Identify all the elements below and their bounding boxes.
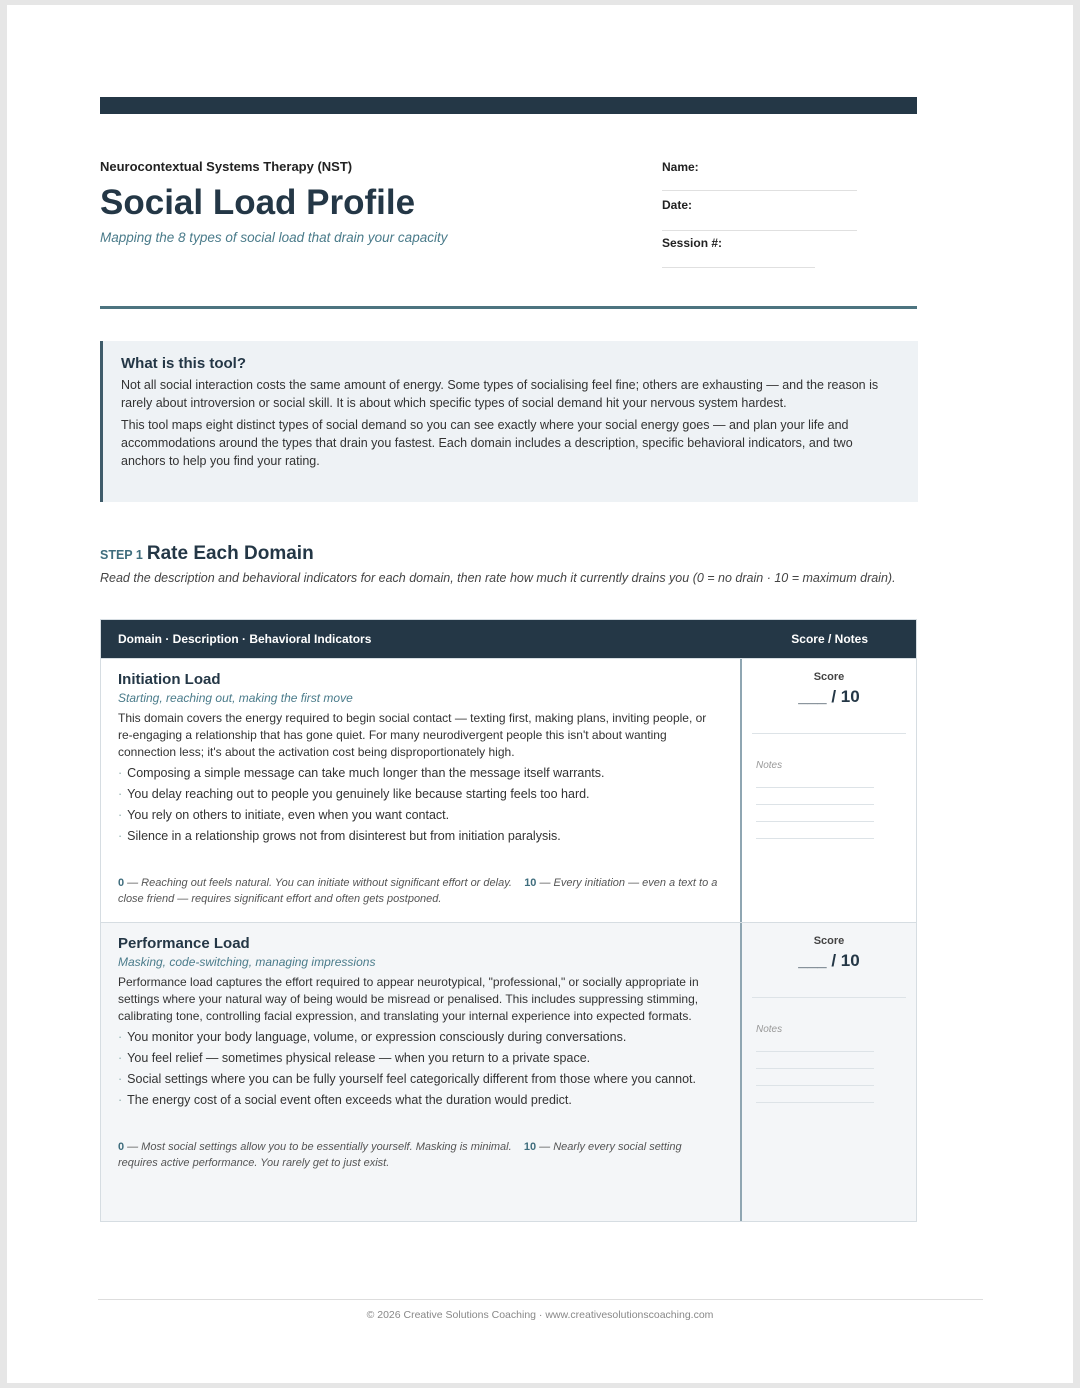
- indicator: · Silence in a relationship grows not from disinterest but from initiation paralysis.: [118, 829, 561, 843]
- indicator: · You delay reaching out to people you genuinely like because starting feels too hard.: [118, 787, 590, 801]
- page-title: Social Load Profile: [100, 183, 416, 222]
- domain-description: This domain covers the energy required to begin social contact — texting first, making plans, inviting people, or re-engaging a relationship that has gone quiet. For many neurodivergent people this isn't about wanting connection less; it's about the activation cost being disproportionately high.: [118, 711, 707, 759]
- top-bar: [100, 97, 917, 114]
- notes-line[interactable]: [756, 1102, 874, 1103]
- bullet-icon: ·: [118, 1093, 123, 1107]
- bullet-icon: ·: [118, 1072, 123, 1086]
- indicator: · You monitor your body language, volume, or expression consciously during conversations.: [118, 1030, 627, 1044]
- name-label: Name:: [662, 160, 699, 174]
- info-paragraph: Not all social interaction costs the same amount of energy. Some types of socialising feel fine; others are exhausting — and the reason is rarely about introversion or social skill. It is about which specific types of social demand hit your nervous system hardest.: [121, 378, 879, 410]
- indicator: · You feel relief — sometimes physical release — when you return to a private space.: [118, 1051, 591, 1065]
- notes-line[interactable]: [756, 1068, 874, 1069]
- bullet-icon: ·: [118, 829, 123, 843]
- domain-description: Performance load captures the effort required to appear neurotypical, "professional," or socially appropriate in settings where your natural way of being would be misread or penalised. This includes suppressing stimming, calibrating tone, controlling facial expression, and translating your internal experience into expected formats.: [118, 975, 699, 1023]
- indicator: · Social settings where you can be fully yourself feel categorically different from those where you cannot.: [118, 1072, 696, 1086]
- footer: © 2026 Creative Solutions Coaching · www.creativesolutionscoaching.com: [366, 1309, 714, 1321]
- domain-cell: [101, 923, 742, 1221]
- name-field[interactable]: [662, 190, 857, 191]
- score-label: Score: [813, 935, 845, 947]
- divider: [100, 306, 917, 309]
- bullet-icon: ·: [118, 808, 123, 822]
- anchors: 0 — Reaching out feels natural. You can initiate without significant effort or delay. 10 — Every initiation — even a text to a close friend — requires significant effort and often gets postponed.: [118, 877, 718, 905]
- notes-label: Notes: [756, 760, 783, 771]
- anchors: 0 — Most social settings allow you to be essentially yourself. Masking is minimal. 10 — Nearly every social setting requires active performance. You rarely get to just exist.: [118, 1141, 682, 1169]
- session-label: Session #:: [662, 236, 723, 250]
- info-paragraph: This tool maps eight distinct types of social demand so you can see exactly where your social energy goes — and plan your life and accommodations around the types that drain you fastest. Each domain includes a description, specific behavioral indicators, and two anchors to help you find your rating.: [121, 418, 853, 468]
- date-label: Date:: [662, 198, 693, 212]
- domain-name: Initiation Load: [118, 671, 221, 688]
- domain-cell: [101, 659, 742, 922]
- domain-name: Performance Load: [118, 935, 250, 952]
- notes-line[interactable]: [756, 838, 874, 839]
- notes-line[interactable]: [756, 804, 874, 805]
- score-label: Score: [813, 671, 845, 683]
- indicator: · Composing a simple message can take much longer than the message itself warrants.: [118, 766, 605, 780]
- info-heading: What is this tool?: [121, 355, 246, 372]
- notes-line[interactable]: [756, 1051, 874, 1052]
- subtitle: Mapping the 8 types of social load that drain your capacity: [100, 230, 448, 245]
- table-row: [101, 658, 916, 922]
- indicator: · You rely on others to initiate, even when you want contact.: [118, 808, 450, 822]
- column-header: Domain · Description · Behavioral Indicators: [118, 632, 372, 646]
- instructions: Read the description and behavioral indicators for each domain, then rate how much it currently drains you (0 = no drain · 10 = maximum drain).: [100, 571, 896, 585]
- domain-table: [100, 619, 917, 1222]
- indicator: · The energy cost of a social event often exceeds what the duration would predict.: [118, 1093, 572, 1107]
- bullet-icon: ·: [118, 787, 123, 801]
- table-header: [101, 620, 916, 658]
- organization: Neurocontextual Systems Therapy (NST): [100, 159, 353, 174]
- bullet-icon: ·: [118, 766, 123, 780]
- table-row: [101, 922, 916, 1221]
- notes-line[interactable]: [756, 1085, 874, 1086]
- score-input[interactable]: ___ / 10: [798, 951, 860, 970]
- score-input[interactable]: ___ / 10: [798, 687, 860, 706]
- score-cell: [742, 923, 916, 1221]
- notes-line[interactable]: [756, 787, 874, 788]
- score-cell: [742, 659, 916, 922]
- column-header: Score / Notes: [791, 632, 868, 646]
- domain-tagline: Masking, code-switching, managing impressions: [118, 955, 376, 969]
- bullet-icon: ·: [118, 1051, 123, 1065]
- notes-label: Notes: [756, 1024, 783, 1035]
- domain-tagline: Starting, reaching out, making the first move: [118, 691, 353, 705]
- bullet-icon: ·: [118, 1030, 123, 1044]
- date-field[interactable]: [662, 230, 857, 231]
- info-box: [100, 341, 918, 502]
- footer-divider: [98, 1299, 983, 1300]
- step-title: Rate Each Domain: [146, 543, 314, 564]
- document-page: [7, 5, 1073, 1383]
- notes-line[interactable]: [756, 821, 874, 822]
- step-heading: [100, 543, 314, 565]
- step-label: STEP 1: [100, 548, 143, 562]
- session-field[interactable]: [662, 267, 815, 268]
